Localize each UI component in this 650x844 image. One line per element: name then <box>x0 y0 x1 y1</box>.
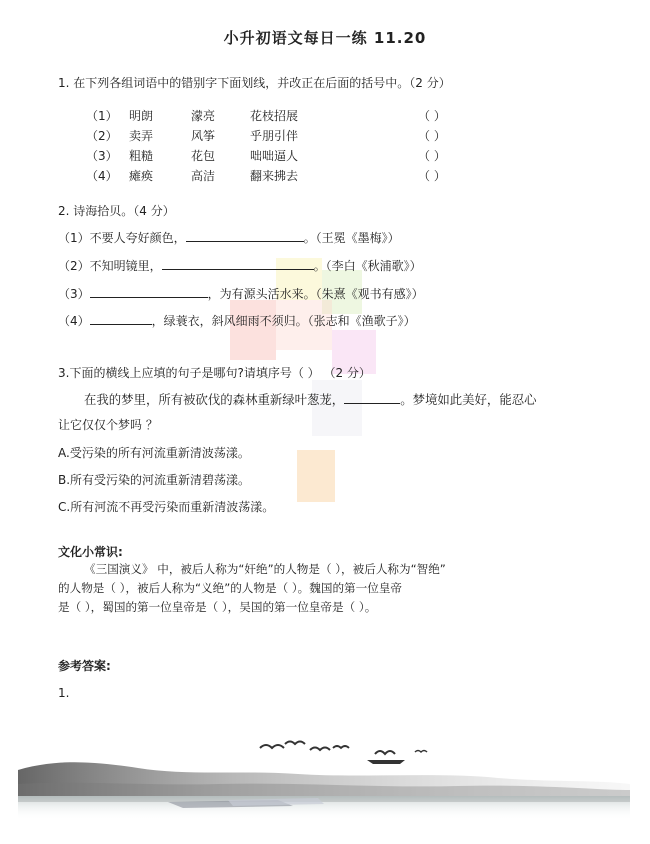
answers-heading: 参考答案: <box>58 659 111 673</box>
q2-line-2-source: 。（李白《秋浦歌》） <box>313 259 422 273</box>
q1-row-number: （3） <box>86 149 118 163</box>
q2-line-1-source: 。（王冕《墨梅》） <box>303 231 400 245</box>
q1-row-number: （4） <box>86 169 118 183</box>
culture-line-2: 的人物是（ ），被后人称为“义绝”的人物是（ ）。魏国的第一位皇帝 <box>58 581 403 595</box>
q3-stem: 3.下面的横线上应填的句子是哪句?请填序号（ ） （2 分） <box>58 366 371 380</box>
culture-line-3: 是（ ），蜀国的第一位皇帝是（ ），吴国的第一位皇帝是（ ）。 <box>58 600 377 614</box>
q2-line-4-source: ，绿蓑衣，斜风细雨不须归。（张志和《渔歌子》） <box>151 314 416 328</box>
q3-passage-line-2: 让它仅仅个梦吗 ？ <box>58 418 158 432</box>
answer-blank[interactable] <box>90 313 152 325</box>
watermark-block <box>312 380 362 436</box>
flying-birds-decoration <box>255 738 445 766</box>
q3-option-a: A.受污染的所有河流重新清波荡漾。 <box>58 446 250 460</box>
q3-passage-text: 在我的梦里，所有被砍伐的森林重新绿叶葱茏， <box>84 392 345 407</box>
q1-word-c: 乎朋引伴 <box>250 129 299 143</box>
q1-word-b: 花包 <box>191 149 216 163</box>
answer-blank[interactable] <box>90 286 208 298</box>
q2-line-3-text: （3） <box>58 287 90 301</box>
q1-stem: 1. 在下列各组词语中的错别字下面划线，并改正在后面的括号中。（2 分） <box>58 76 451 90</box>
q2-line-2 <box>58 257 422 274</box>
answer-blank[interactable] <box>162 258 314 270</box>
q1-word-c: 花枝招展 <box>250 109 299 123</box>
q3-option-c: C.所有河流不再受污染而重新清波荡漾。 <box>58 500 275 514</box>
q1-answer-bracket: （ ） <box>418 149 446 163</box>
culture-heading: 文化小常识: <box>58 545 123 559</box>
q2-line-1-text: （1）不要人夸好颜色， <box>58 231 186 245</box>
q1-word-a: 粗糙 <box>129 149 154 163</box>
q2-line-4-text: （4） <box>58 314 90 328</box>
q1-word-b: 高洁 <box>191 169 216 183</box>
culture-line-1: 《三国演义》 中，被后人称为“奸绝”的人物是（ ），被后人称为“智绝” <box>84 562 446 576</box>
q1-word-c: 咄咄逼人 <box>250 149 299 163</box>
q2-line-3-source: ，为有源头活水来。（朱熹《观书有感》） <box>207 287 424 301</box>
answer-blank[interactable] <box>344 392 400 404</box>
q1-answer-bracket: （ ） <box>418 109 446 123</box>
answer-blank[interactable] <box>186 230 304 242</box>
watermark-block <box>230 300 276 360</box>
q1-row-number: （2） <box>86 129 118 143</box>
page-title: 小升初语文每日一练 11.20 <box>223 29 427 47</box>
q2-line-2-text: （2）不知明镜里， <box>58 259 162 273</box>
q3-passage-text-continued: 。梦境如此美好，能忍心 <box>400 392 537 407</box>
q2-line-3 <box>58 285 424 302</box>
answers-item-1: 1. <box>58 686 70 700</box>
q2-stem: 2. 诗海拾贝。（4 分） <box>58 204 175 218</box>
q1-word-a: 瘫痪 <box>129 169 154 183</box>
q3-option-b: B.所有受污染的河流重新清碧荡漾。 <box>58 473 251 487</box>
q1-word-b: 濛亮 <box>191 109 216 123</box>
q2-line-4 <box>58 312 416 329</box>
q1-answer-bracket: （ ） <box>418 169 446 183</box>
q1-word-a: 明朗 <box>129 109 154 123</box>
q1-answer-bracket: （ ） <box>418 129 446 143</box>
q3-passage-line-1 <box>84 390 537 408</box>
q1-row-number: （1） <box>86 109 118 123</box>
q1-word-b: 风筝 <box>191 129 216 143</box>
watermark-block <box>297 450 335 502</box>
q2-line-1 <box>58 229 400 246</box>
q1-word-a: 卖弄 <box>129 129 154 143</box>
q1-word-c: 翻来拂去 <box>250 169 299 183</box>
